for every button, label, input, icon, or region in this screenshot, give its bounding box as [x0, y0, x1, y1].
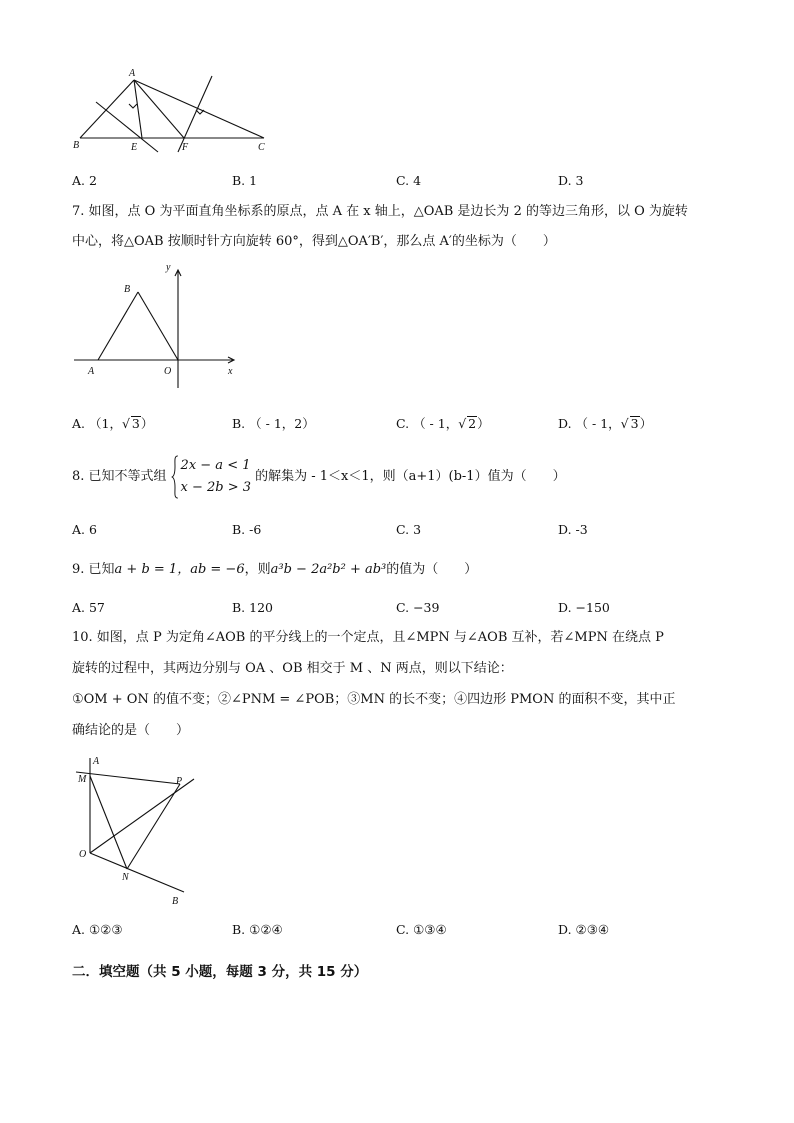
q6-option-a[interactable]: A. 2	[72, 173, 97, 188]
q9-condition: a + b = 1，ab = −6	[114, 562, 245, 577]
q8-option-a[interactable]: A. 6	[72, 522, 97, 537]
q7-line-1: 7. 如图，点 O 为平面直角坐标系的原点，点 A 在 x 轴上，△OAB 是边长为 2 的等边三角形，以 O 为旋转	[72, 204, 688, 219]
q7-option-d[interactable]: D. （ - 1，√ 3）	[558, 416, 653, 431]
q6-option-d[interactable]: D. 3	[558, 173, 584, 188]
q10-figure	[72, 754, 202, 906]
q9-option-b[interactable]: B. 120	[232, 600, 273, 615]
q7-option-c-radicand: 2	[468, 416, 477, 431]
q8-stem	[72, 452, 732, 502]
q7-option-d-letter: D.	[558, 416, 572, 431]
q7-label-o: O	[164, 366, 172, 377]
q9-option-a[interactable]: A. 57	[72, 600, 105, 615]
q7-option-d-post: ）	[639, 416, 653, 431]
q10-label-n: N	[122, 872, 129, 883]
q6-label-f: F	[182, 142, 189, 153]
q6-label-a: A	[129, 68, 136, 79]
q6-figure	[72, 66, 282, 158]
q7-option-c-letter: C.	[396, 416, 410, 431]
q10-line-3: ①OM + ON 的值不变；②∠PNM = ∠POB；③MN 的长不变；④四边形 PMON 的面积不变，其中正	[72, 692, 676, 707]
q8-suffix: 的解集为 - 1＜x＜1，则（a+1）(b-1）值为（ ）	[255, 469, 566, 484]
q8-inequality-1: 2x − a < 1	[180, 457, 251, 473]
q7-line-2: 中心，将△OAB 按顺时针方向旋转 60°，得到△OA′B′，那么点 A′的坐标为（ ）	[72, 234, 556, 249]
q8-prefix: 8. 已知不等式组	[72, 469, 167, 484]
q10-label-b: B	[172, 896, 179, 906]
q10-line-2: 旋转的过程中，其两边分别与 OA 、OB 相交于 M 、N 两点，则以下结论：	[72, 661, 513, 676]
q7-option-b-letter: B.	[232, 416, 246, 431]
inequality-system	[171, 455, 252, 499]
q10-label-p: P	[176, 776, 183, 787]
q9-expression: a³b − 2a²b² + ab³	[270, 562, 387, 577]
q10-option-a[interactable]: A. ①②③	[72, 922, 123, 937]
q6-label-c: C	[258, 142, 265, 153]
q10-label-m: M	[78, 774, 87, 785]
q9-mid: ，则	[244, 562, 271, 577]
q7-label-x: x	[228, 366, 233, 377]
q8-option-d[interactable]: D. -3	[558, 522, 588, 537]
left-brace-icon	[171, 455, 179, 499]
q10-line-1: 10. 如图，点 P 为定角∠AOB 的平分线上的一个定点，且∠MPN 与∠AOB 互补，若∠MPN 在绕点 P	[72, 630, 664, 645]
q9-prefix: 9. 已知	[72, 562, 115, 577]
q7-option-a-pre: （1，	[89, 416, 122, 431]
q7-option-b[interactable]	[232, 414, 315, 432]
q7-label-a: A	[88, 366, 95, 377]
q6-option-c[interactable]: C. 4	[396, 173, 422, 188]
q9-option-c[interactable]: C. −39	[396, 600, 440, 615]
q10-label-o: O	[79, 849, 87, 860]
q7-label-b: B	[124, 284, 131, 295]
q6-label-e: E	[131, 142, 138, 153]
q6-option-b[interactable]: B. 1	[232, 173, 258, 188]
q7-option-a-letter: A.	[72, 416, 86, 431]
q9-stem	[72, 556, 732, 584]
q7-option-c[interactable]: C. （ - 1，√ 2）	[396, 416, 490, 431]
q8-option-c[interactable]: C. 3	[396, 522, 422, 537]
q7-option-a-post: ）	[140, 416, 154, 431]
q7-option-b-text: （ - 1，2）	[249, 416, 315, 431]
q8-inequality-2: x − 2b > 3	[180, 479, 252, 495]
q10-option-c[interactable]: C. ①③④	[396, 922, 447, 937]
q7-figure	[70, 262, 245, 392]
q10-option-d[interactable]: D. ②③④	[558, 922, 610, 937]
q7-label-y: y	[166, 262, 171, 273]
q7-option-a-radicand: 3	[131, 416, 140, 431]
q7-option-d-radicand: 3	[630, 416, 639, 431]
q7-option-d-pre: （ - 1，	[575, 416, 621, 431]
q10-option-b[interactable]: B. ①②④	[232, 922, 283, 937]
q7-option-c-pre: （ - 1，	[413, 416, 459, 431]
q9-option-d[interactable]: D. −150	[558, 600, 610, 615]
q9-suffix: 的值为（ ）	[386, 562, 478, 577]
q7-option-a[interactable]: A. （1，√ 3）	[72, 416, 154, 431]
q7-option-c-post: ）	[477, 416, 490, 431]
q6-label-b: B	[73, 140, 80, 151]
q10-label-a: A	[93, 756, 100, 767]
q8-option-b[interactable]: B. -6	[232, 522, 262, 537]
section-2-heading: 二．填空题（共 5 小题，每题 3 分，共 15 分）	[72, 964, 368, 980]
q10-line-4: 确结论的是（ ）	[72, 723, 190, 738]
